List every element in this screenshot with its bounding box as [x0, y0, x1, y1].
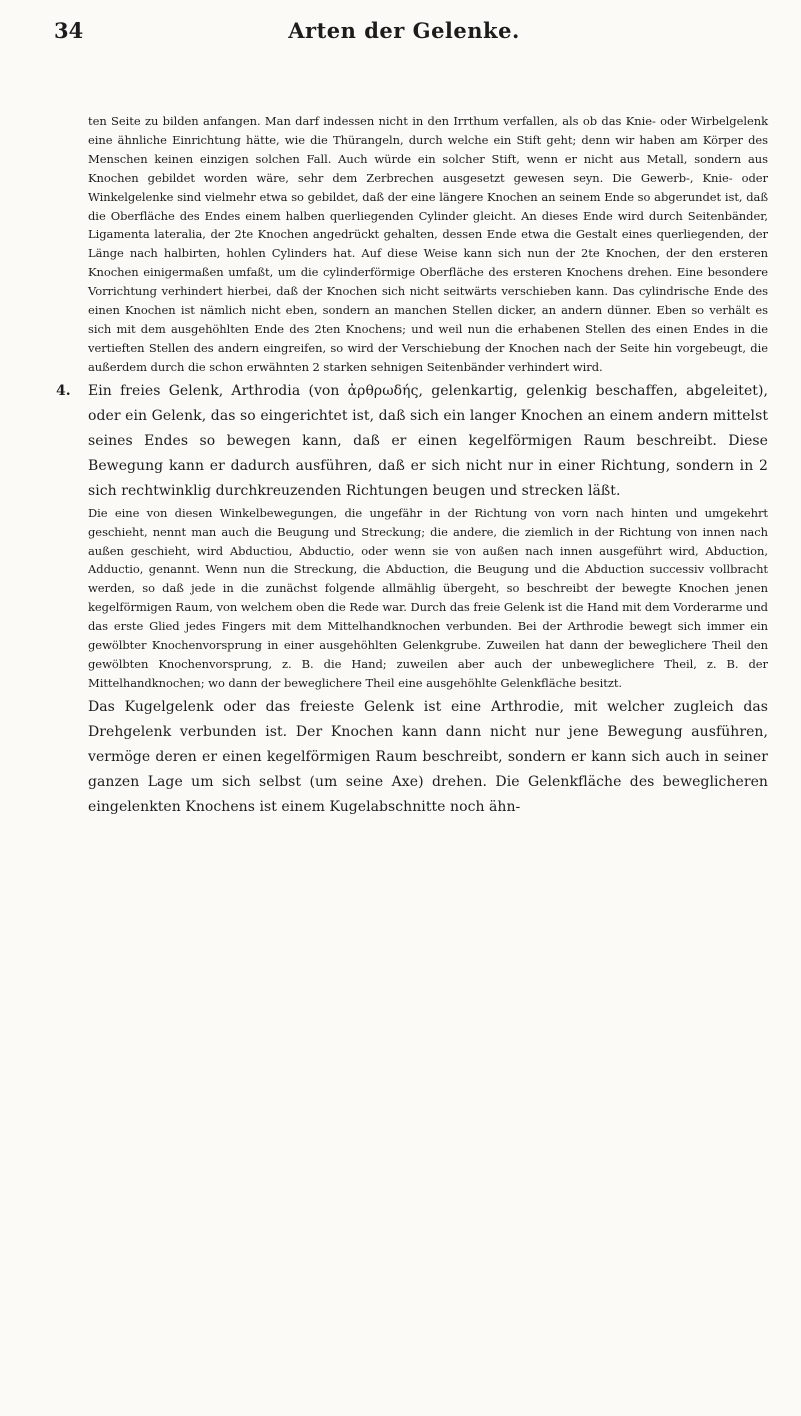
section-4-lead: Ein freies Gelenk, Arthrodia (von ἀρθρωδής, gelenkartig, gelenkig beschaffen, abgeleitet), oder ein Gelenk, das so eingerichtet ist, daß sich ein langer Knochen an einem andern mittelst seines Endes so bewegen kann, daß er einen kegelförmigen Raum beschreibt. Diese Bewegung kann er dadurch ausführen, daß er sich nicht nur in einer Richtung, sondern in 2 sich rechtwinklig durchkreuzenden Richtungen beugen und strecken läßt.	[88, 382, 768, 499]
page-number: 34	[54, 18, 84, 43]
paragraph-1: ten Seite zu bilden anfangen. Man darf indessen nicht in den Irrthum verfallen, als ob das Knie- oder Wirbelgelenk eine ähnliche Einrichtung hätte, wie die Thürangeln, durch welche ein Stift geht; denn wir haben am Körper des Menschen keinen einzigen solchen Fall. Auch würde ein solcher Stift, wenn er nicht aus Metall, sondern aus Knochen gebildet worden wäre, sehr dem Zerbrechen ausgesetzt gewesen seyn. Die Gewerb-, Knie- oder Winkelgelenke sind vielmehr etwa so gebildet, daß der eine längere Knochen an seinem Ende so abgerundet ist, daß die Oberfläche des Endes einem halben querliegenden Cylinder gleicht. An dieses Ende wird durch Seitenbänder, Ligamenta lateralia, der 2te Knochen angedrückt gehalten, dessen Ende etwa die Gestalt eines querliegenden, der Länge nach halbirten, hohlen Cylinders hat. Auf diese Weise kann sich nun der 2te Knochen, der den ersteren Knochen einigermaßen umfaßt, um die cylinderförmige Oberfläche des ersteren Knochens drehen. Eine besondere Vorrichtung verhindert hierbei, daß der Knochen sich nicht seitwärts verschieben kann. Das cylindrische Ende des einen Knochen ist nämlich nicht eben, sondern an manchen Stellen dicker, an andern dünner. Eben so verhält es sich mit dem ausgehöhlten Ende des 2ten Knochens; und weil nun die erhabenen Stellen des einen Endes in die vertieften Stellen des andern eingreifen, so wird der Verschiebung der Knochen nach der Seite hin vorgebeugt, die außerdem durch die schon erwähnten 2 starken sehnigen Seitenbänder verhindert wird.	[88, 114, 768, 374]
section-4-number: 4.	[56, 382, 71, 399]
page-header	[54, 18, 754, 52]
section-4-detail: Die eine von diesen Winkelbewegungen, die ungefähr in der Richtung von vorn nach hinten und umgekehrt geschieht, nennt man auch die Beugung und Streckung; die andere, die ziemlich in der Richtung von innen nach außen geschieht, wird Abductiou, Abductio, oder wenn sie von außen nach innen ausgeführt wird, Abduction, Adductio, genannt. Wenn nun die Streckung, die Abduction, die Beugung und die Abduction successiv vollbracht werden, so daß jede in die zunächst folgende allmählig übergeht, so beschreibt der bewegte Knochen jenen kegelförmigen Raum, von welchem oben die Rede war. Durch das freie Gelenk ist die Hand mit dem Vorderarme und das erste Glied jedes Fingers mit dem Mittelhandknochen verbunden. Bei der Arthrodie bewegt sich immer ein gewölbter Knochenvorsprung in einer ausgehöhlten Gelenkgrube. Zuweilen hat dann der beweglichere Theil den gewölbten Knochenvorsprung, z. B. die Hand; zuweilen aber auch der unbeweglichere Theil, z. B. der Mittelhandknochen; wo dann der beweglichere Theil eine ausgehöhlte Gelenkfläche besitzt.	[88, 505, 768, 690]
running-head: Arten der Gelenke.	[288, 18, 520, 43]
kugelgelenk-paragraph: Das Kugelgelenk oder das freieste Gelenk ist eine Arthrodie, mit welcher zugleich das Drehgelenk verbunden ist. Der Knochen kann dann nicht nur jene Bewegung ausführen, vermöge deren er einen kegelförmigen Raum beschreibt, sondern er kann sich auch in seiner ganzen Lage um sich selbst (um seine Axe) drehen. Die Gelenkfläche des beweglicheren eingelenkten Knochens ist einem Kugelabschnitte noch ähn-	[88, 698, 768, 815]
body-text	[56, 112, 768, 820]
section-4	[56, 379, 768, 693]
